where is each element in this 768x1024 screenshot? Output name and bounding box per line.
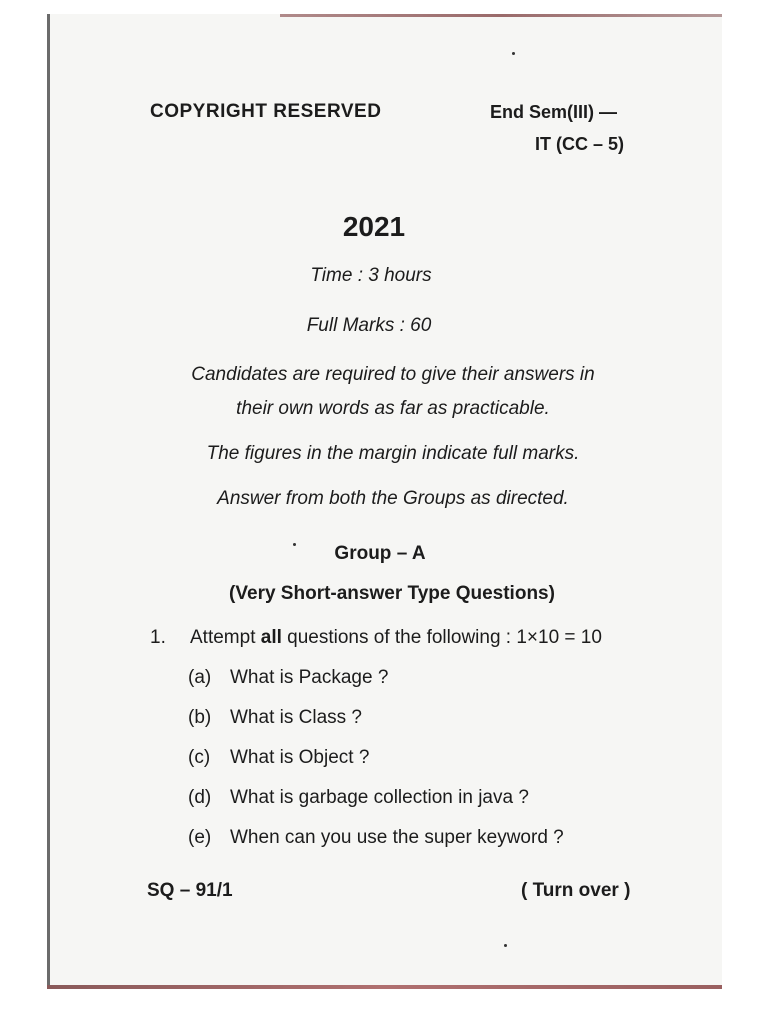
group-subtitle: (Very Short-answer Type Questions) — [229, 583, 555, 604]
instruction-line: Candidates are required to give their answers in — [191, 364, 595, 385]
exam-year: 2021 — [342, 211, 406, 242]
exam-code-line2: IT (CC – 5) — [535, 134, 625, 154]
instruction-line: The figures in the margin indicate full marks. — [206, 443, 580, 464]
part-label: (c) — [188, 747, 211, 768]
part-text: What is Object ? — [230, 747, 370, 768]
copyright-notice: COPYRIGHT RESERVED — [150, 101, 382, 122]
question-text-after: questions of the following : 1×10 = 10 — [281, 627, 602, 648]
question-text — [190, 627, 602, 649]
question-part — [188, 747, 369, 769]
group-title: Group – A — [334, 543, 426, 564]
question-part — [188, 787, 529, 809]
question-text-bold: all — [260, 627, 282, 648]
paper-bottom-edge — [47, 985, 722, 989]
part-label: (e) — [188, 827, 212, 848]
question-text-before: Attempt — [190, 627, 261, 648]
part-label: (a) — [188, 667, 212, 688]
question-part — [188, 827, 564, 849]
paper-speck — [512, 52, 515, 55]
exam-full-marks: Full Marks : 60 — [306, 315, 432, 336]
question-part — [188, 667, 388, 689]
exam-time: Time : 3 hours — [310, 265, 432, 286]
part-text: What is Class ? — [230, 707, 362, 728]
question-number: 1. — [150, 627, 166, 648]
part-text: When can you use the super keyword ? — [230, 827, 564, 848]
part-text: What is Package ? — [230, 667, 389, 688]
turn-over-note: ( Turn over ) — [521, 880, 631, 901]
part-label: (b) — [188, 707, 212, 728]
part-text: What is garbage collection in java ? — [230, 787, 529, 808]
instruction-line: Answer from both the Groups as directed. — [217, 488, 569, 509]
instruction-line: their own words as far as practicable. — [236, 398, 550, 419]
paper-speck — [504, 944, 507, 947]
paper-speck — [293, 543, 296, 546]
question-part — [188, 707, 362, 729]
paper-code: SQ – 91/1 — [147, 880, 233, 901]
exam-code-line1: End Sem(III) — — [490, 102, 618, 122]
paper-top-edge — [280, 14, 722, 17]
part-label: (d) — [188, 787, 212, 808]
